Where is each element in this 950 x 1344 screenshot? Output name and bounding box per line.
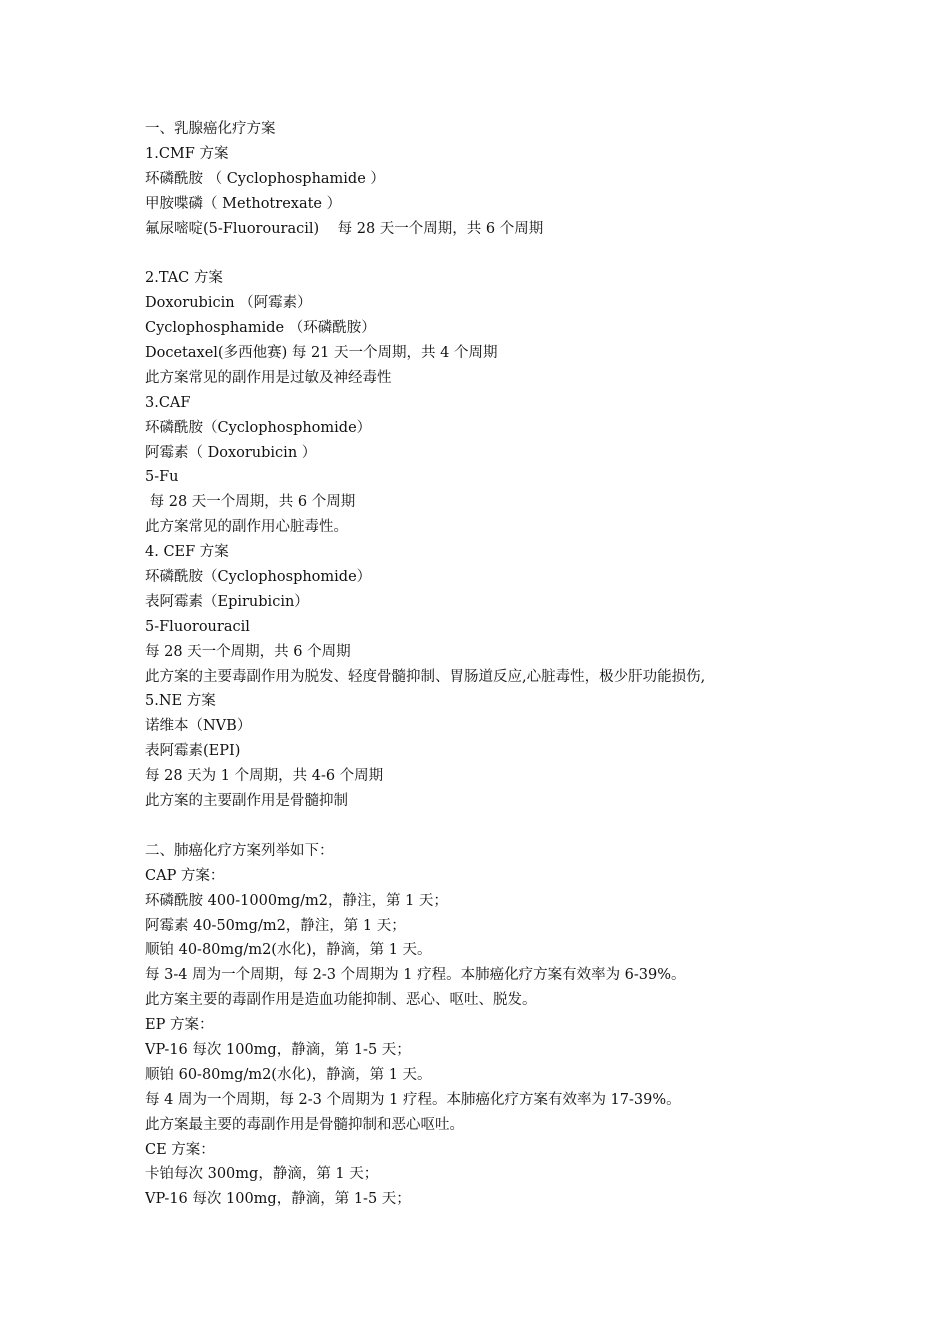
text-line: VP-16 每次 100mg，静滴，第 1-5 天； xyxy=(145,1191,411,1208)
text-line: 环磷酰胺 （ Cyclophosphamide ） xyxy=(145,170,385,187)
text-line: 每 3-4 周为一个周期，每 2-3 个周期为 1 疗程。本肺癌化疗方案有效率为 6-39%。 xyxy=(145,967,686,984)
text-line: 诺维本（NVB） xyxy=(145,718,252,735)
text-line: Doxorubicin （阿霉素） xyxy=(145,295,312,312)
text-line: 此方案常见的副作用心脏毒性。 xyxy=(145,519,348,536)
text-line: 5-Fu xyxy=(145,469,179,486)
text-line: 此方案的主要毒副作用为脱发、轻度骨髓抑制、胃肠道反应,心脏毒性，极少肝功能损伤, xyxy=(145,668,706,685)
section-heading-lung-cancer: 二、肺癌化疗方案列举如下： xyxy=(145,842,334,859)
text-line: 此方案主要的毒副作用是造血功能抑制、恶心、呕吐、脱发。 xyxy=(145,992,537,1009)
text-line: 表阿霉素（Epirubicin） xyxy=(145,593,309,610)
text-line: VP-16 每次 100mg，静滴，第 1-5 天； xyxy=(145,1041,411,1058)
text-line: 此方案最主要的毒副作用是骨髓抑制和恶心呕吐。 xyxy=(145,1116,464,1133)
section-heading-breast-cancer: 一、乳腺癌化疗方案 xyxy=(145,121,276,137)
text-line: 每 28 天一个周期，共 6 个周期 xyxy=(145,494,356,511)
text-line: 每 4 周为一个周期，每 2-3 个周期为 1 疗程。本肺癌化疗方案有效率为 17-39%。 xyxy=(145,1091,681,1108)
text-line: 卡铂每次 300mg，静滴，第 1 天； xyxy=(145,1166,379,1183)
regimen-title-cmf: 1.CMF 方案 xyxy=(145,145,229,162)
blank-line xyxy=(145,241,925,266)
regimen-title-ep: EP 方案： xyxy=(145,1017,214,1034)
text-line: 氟尿嘧啶(5-Fluorouracil) 每 28 天一个周期，共 6 个周期 xyxy=(145,220,544,237)
text-line: Cyclophosphamide （环磷酰胺） xyxy=(145,320,376,337)
text-line: 顺铂 60-80mg/m2(水化)，静滴，第 1 天。 xyxy=(145,1066,432,1083)
regimen-title-cap: CAP 方案： xyxy=(145,867,225,884)
text-line: 顺铂 40-80mg/m2(水化)，静滴，第 1 天。 xyxy=(145,942,432,959)
text-line: 环磷酰胺（Cyclophosphomide） xyxy=(145,569,372,586)
text-line: 表阿霉素(EPI) xyxy=(145,743,241,760)
text-line: 5-Fluorouracil xyxy=(145,618,250,635)
regimen-title-ne: 5.NE 方案 xyxy=(145,693,216,710)
text-line: 此方案常见的副作用是过敏及神经毒性 xyxy=(145,369,392,386)
text-line: Docetaxel(多西他赛) 每 21 天一个周期，共 4 个周期 xyxy=(145,345,498,362)
regimen-title-caf: 3.CAF xyxy=(145,394,191,411)
regimen-title-ce: CE 方案： xyxy=(145,1141,215,1158)
text-line: 此方案的主要副作用是骨髓抑制 xyxy=(145,793,348,810)
document-body xyxy=(145,117,925,1212)
regimen-title-cef: 4. CEF 方案 xyxy=(145,544,229,561)
regimen-title-tac: 2.TAC 方案 xyxy=(145,270,223,287)
text-line: 每 28 天一个周期，共 6 个周期 xyxy=(145,643,351,660)
text-line: 环磷酰胺（Cyclophosphomide） xyxy=(145,419,372,436)
text-line: 每 28 天为 1 个周期，共 4-6 个周期 xyxy=(145,768,384,785)
text-line: 甲胺喋磷（ Methotrexate ） xyxy=(145,195,342,212)
text-line: 环磷酰胺 400-1000mg/m2，静注，第 1 天； xyxy=(145,892,448,909)
text-line: 阿霉素（ Doxorubicin ） xyxy=(145,444,317,461)
blank-line xyxy=(145,814,925,839)
text-line: 阿霉素 40-50mg/m2，静注，第 1 天； xyxy=(145,917,406,934)
